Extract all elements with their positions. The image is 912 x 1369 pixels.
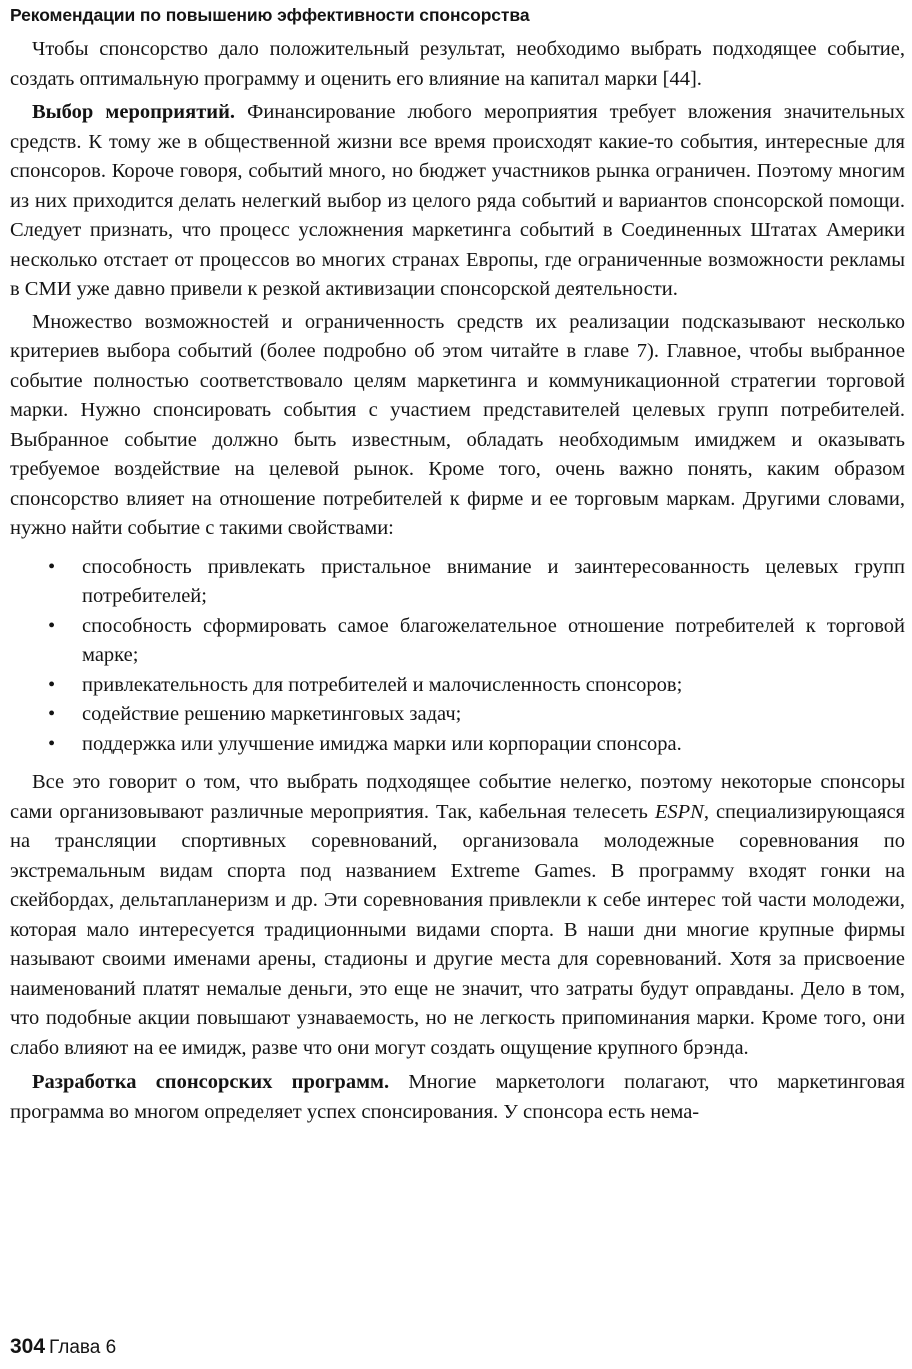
- bullet-icon: •: [48, 555, 56, 578]
- page-footer: [10, 1335, 116, 1360]
- paragraph-sponsorship-programs: [10, 1068, 905, 1127]
- criteria-item-text: способность привлекать пристальное внимание и заинтересованность целевых групп потребителей;: [82, 555, 905, 607]
- paragraph-lead-sponsorship-programs: Разработка спонсорских программ.: [32, 1071, 390, 1093]
- criteria-item: [10, 730, 905, 760]
- bullet-icon: •: [48, 614, 56, 637]
- criteria-list: [10, 553, 905, 760]
- chapter-label: Глава 6: [49, 1337, 117, 1358]
- paragraph-intro: Чтобы спонсорство дало положительный результат, необходимо выбрать подходящее событие, создать оптимальную программу и оценить его влияние на капитал марки [44].: [10, 38, 905, 90]
- bullet-icon: •: [48, 673, 56, 696]
- criteria-item: [10, 612, 905, 671]
- paragraph-espn-before: Все это говорит о том, что выбрать подходящее событие нелегко, поэтому некоторые спонсоры сами организовывают различные мероприятия. Так, кабельная телесеть: [10, 771, 905, 823]
- paragraph-sponsorship-programs-text: Многие маркетологи полагают, что маркетинговая программа во многом определяет успех спонсирования. У спонсора есть нема-: [10, 1071, 905, 1123]
- criteria-item-text: способность сформировать самое благожелательное отношение потребителей к торговой марке;: [82, 614, 905, 666]
- body-text: [10, 35, 905, 1127]
- criteria-item: [10, 700, 905, 730]
- criteria-item: [10, 553, 905, 612]
- page-number: 304: [10, 1335, 46, 1358]
- bullet-icon: •: [48, 732, 56, 755]
- paragraph-espn-after: , специализирующаяся на трансляции спортивных соревнований, организовала молодежные соревнования по экстремальным видам спорта под названием Extreme Games. В программу входят гонки на скейбордах, дельтапланеризм и др. Эти соревнования привлекли к себе интерес той части молодежи, которая мало интересуется традиционными видами спорта. В наши дни многие крупные фирмы называют своими именами арены, стадионы и другие места для соревнований. Хотя за присвоение наименований платят немалые деньги, это еще не значит, что затраты будут оправданы. Дело в том, что подобные акции повышают узнаваемость, но не легкость припоминания марки. Кроме того, они слабо влияют на ее имидж, разве что они могут создать ощущение крупного брэнда.: [10, 800, 905, 1059]
- bullet-icon: •: [48, 703, 56, 725]
- criteria-item: [10, 671, 905, 701]
- criteria-item-text: поддержка или улучшение имиджа марки или корпорации спонсора.: [82, 732, 682, 755]
- criteria-item-text: привлекательность для потребителей и малочисленность спонсоров;: [82, 673, 683, 696]
- paragraph-event-selection: [10, 98, 905, 305]
- espn-name: ESPN: [654, 800, 704, 823]
- paragraph-espn-example: [10, 768, 905, 1063]
- section-heading: Рекомендации по повышению эффективности спонсорства: [10, 5, 530, 25]
- paragraph-event-selection-text: Финансирование любого мероприятия требует вложения значительных средств. К тому же в общественной жизни все время происходят какие-то события, интересные для спонсоров. Короче говоря, событий много, но бюджет участников рынка ограничен. Поэтому многим из них приходится делать нелегкий выбор из целого ряда событий и вариантов спонсорской помощи. Следует признать, что процесс усложнения маркетинга событий в Соединенных Штатах Америки несколько отстает от процессов во многих странах Европы, где ограниченные возможности рекламы в СМИ уже давно привели к резкой активизации спонсорской деятельности.: [10, 101, 905, 300]
- criteria-item-text: содействие решению маркетинговых задач;: [82, 703, 462, 725]
- paragraph-lead-event-selection: Выбор мероприятий.: [32, 101, 236, 123]
- paragraph-criteria-intro: Множество возможностей и ограниченность средств их реализации подсказывают несколько критериев выбора событий (более подробно об этом читайте в главе 7). Главное, чтобы выбранное событие полностью соответствовало целям маркетинга и коммуникационной стратегии торговой марки. Нужно спонсировать события с участием представителей целевых групп потребителей. Выбранное событие должно быть известным, обладать необходимым имиджем и оказывать требуемое воздействие на целевой рынок. Кроме того, очень важно понять, каким образом спонсорство влияет на отношение потребителей к фирме и ее торговым маркам. Другими словами, нужно найти событие с такими свойствами:: [10, 310, 905, 539]
